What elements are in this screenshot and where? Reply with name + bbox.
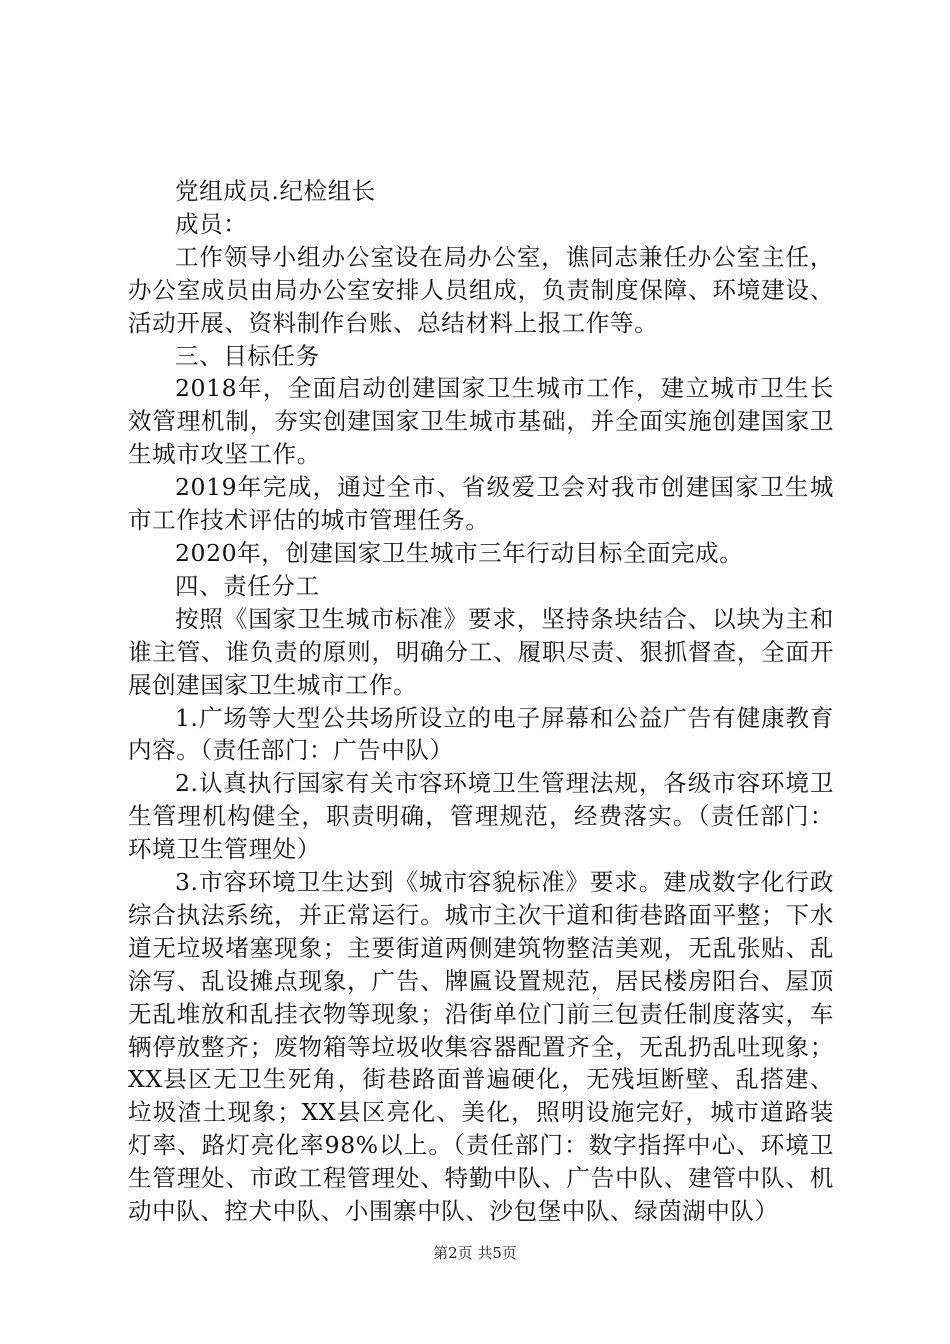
section-heading-responsibilities: 四、责任分工: [175, 571, 320, 600]
list-item-2: 2.认真执行国家有关市容环境卫生管理法规，各级市容环境卫生管理机构健全，职责明确，管理规范，经费落实。（责任部门：环境卫生管理处）: [128, 769, 834, 864]
list-item-1: 1.广场等大型公共场所设立的电子屏幕和公益广告有健康教育内容。（责任部门：广告中队）: [128, 703, 834, 765]
page-footer: 第2页 共5页: [433, 1244, 517, 1262]
paragraph-goal-2018: 2018年，全面启动创建国家卫生城市工作，建立城市卫生长效管理机制，夯实创建国家卫生城市基础，并全面实施创建国家卫生城市攻坚工作。: [128, 374, 834, 469]
paragraph-members-label: 成员：: [175, 209, 248, 238]
paragraph-goal-2019: 2019年完成，通过全市、省级爱卫会对我市创建国家卫生城市工作技术评估的城市管理任务。: [128, 473, 834, 535]
document-body: [128, 175, 834, 1228]
paragraph-responsibility-intro: 按照《国家卫生城市标准》要求，坚持条块结合、以块为主和谁主管、谁负责的原则，明确分工、履职尽责、狠抓督查，全面开展创建国家卫生城市工作。: [128, 604, 834, 699]
paragraph-role-title: 党组成员.纪检组长: [175, 177, 376, 205]
section-heading-goals: 三、目标任务: [175, 341, 320, 370]
paragraph-office-setup: 工作领导小组办公室设在局办公室，谯同志兼任办公室主任，办公室成员由局办公室安排人员组成，负责制度保障、环境建设、活动开展、资料制作台账、总结材料上报工作等。: [128, 242, 834, 337]
paragraph-goal-2020: 2020年，创建国家卫生城市三年行动目标全面完成。: [175, 538, 744, 567]
list-item-3: 3.市容环境卫生达到《城市容貌标准》要求。建成数字化行政综合执法系统，并正常运行。城市主次干道和街巷路面平整；下水道无垃圾堵塞现象；主要街道两侧建筑物整洁美观，无乱张贴、乱涂写、乱设摊点现象，广告、牌匾设置规范，居民楼房阳台、屋顶无乱堆放和乱挂衣物等现象；沿街单位门前三包责任制度落实，车辆停放整齐；废物箱等垃圾收集容器配置齐全，无乱扔乱吐现象；XX县区无卫生死角，街巷路面普遍硬化，无残垣断壁、乱搭建、垃圾渣土现象；XX县区亮化、美化，照明设施完好，城市道路装灯率、路灯亮化率98%以上。（责任部门：数字指挥中心、环境卫生管理处、市政工程管理处、特勤中队、广告中队、建管中队、机动中队、控犬中队、小围寨中队、沙包堡中队、绿茵湖中队）: [128, 868, 834, 1226]
